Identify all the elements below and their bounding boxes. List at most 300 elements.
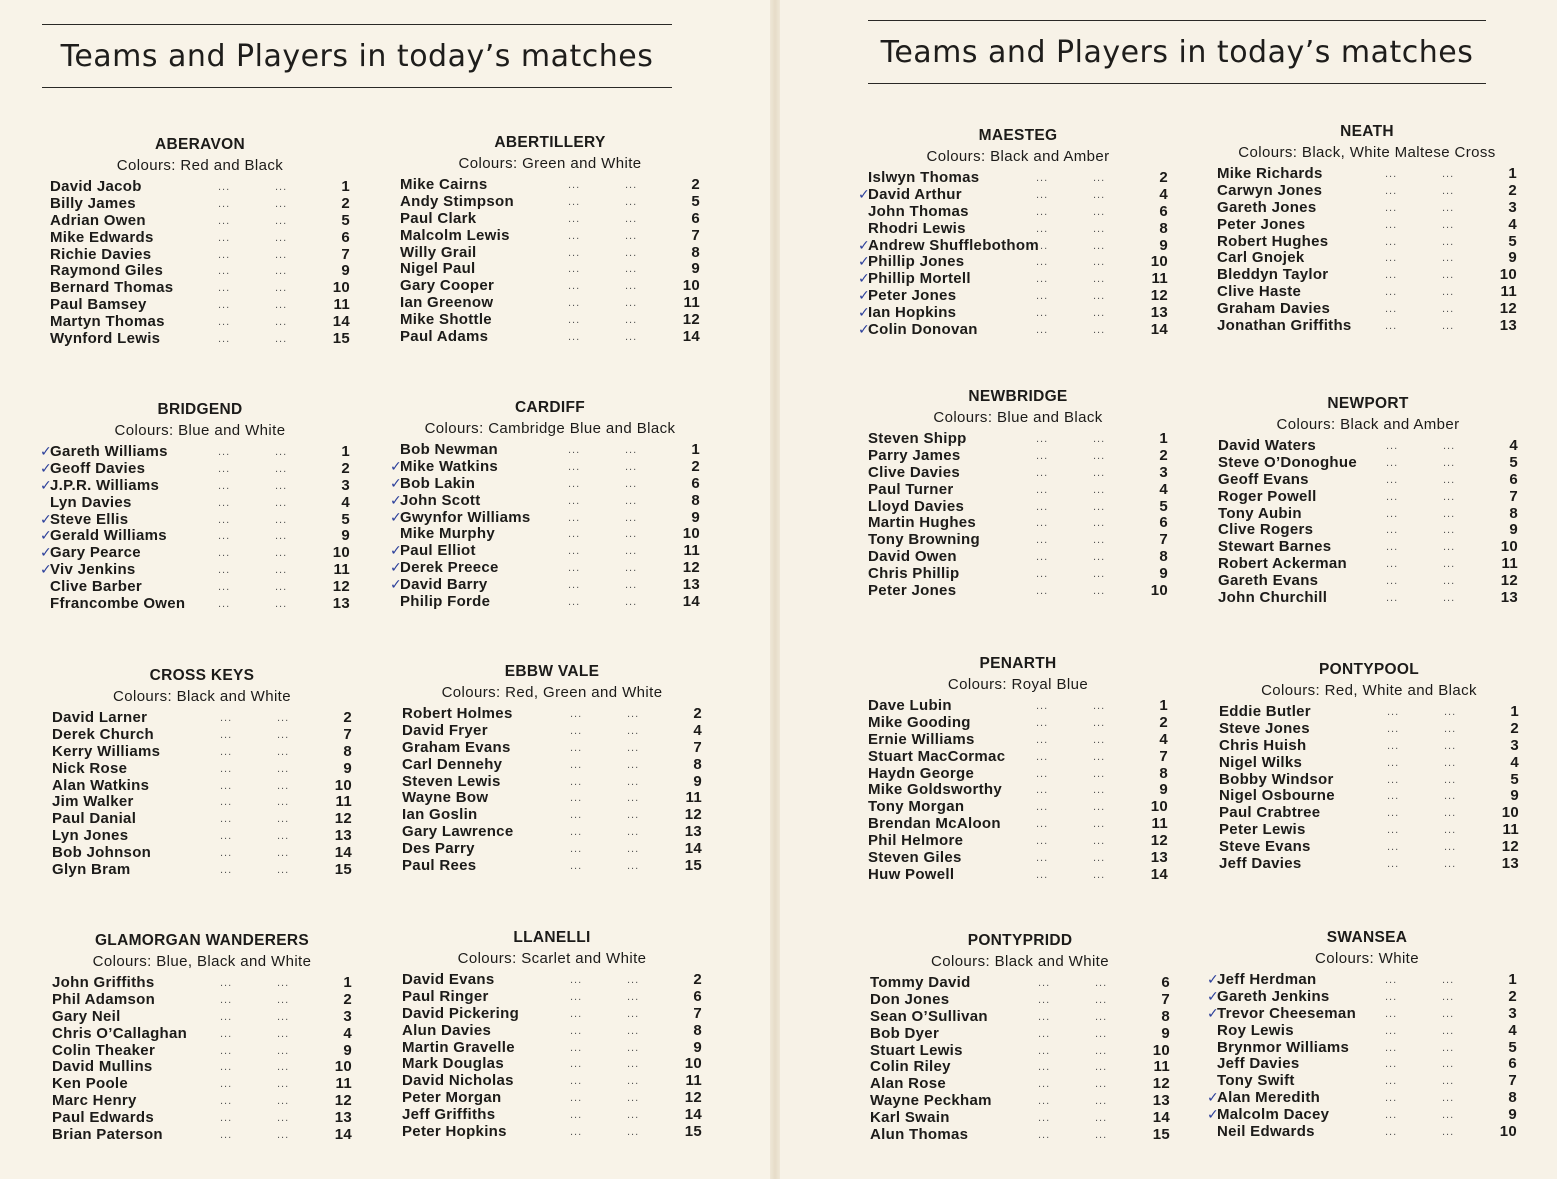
player-number: 7 bbox=[1161, 990, 1170, 1008]
player-number: 10 bbox=[332, 279, 350, 297]
player-number: 14 bbox=[1152, 1109, 1170, 1127]
player-name: Gareth Williams bbox=[50, 443, 168, 460]
leader-dots: ... bbox=[1036, 466, 1049, 479]
player-number: 12 bbox=[684, 806, 702, 824]
leader-dots: ... bbox=[220, 779, 233, 792]
leader-dots: ... bbox=[275, 462, 288, 475]
player-row bbox=[870, 1043, 1170, 1060]
player-number: 6 bbox=[1508, 1055, 1517, 1073]
player-name: Paul Rees bbox=[402, 857, 477, 875]
player-number: 10 bbox=[1150, 253, 1168, 271]
player-name: Bobby Windsor bbox=[1219, 770, 1334, 788]
player-row bbox=[868, 583, 1168, 600]
pen-tick-icon: ✓ bbox=[390, 458, 403, 475]
player-row bbox=[868, 170, 1168, 187]
player-name: Nick Rose bbox=[52, 759, 128, 777]
team-block bbox=[1207, 928, 1517, 1141]
leader-dots: ... bbox=[568, 195, 581, 208]
leader-dots: ... bbox=[1036, 716, 1049, 729]
pen-tick-icon: ✓ bbox=[40, 444, 53, 460]
player-row bbox=[868, 867, 1168, 884]
player-number: 11 bbox=[335, 1075, 352, 1093]
player-number: 8 bbox=[1161, 1007, 1170, 1025]
leader-dots: ... bbox=[1093, 433, 1106, 445]
player-row bbox=[1217, 1040, 1517, 1057]
player-number: 14 bbox=[684, 840, 702, 858]
player-name: Jeff Davies bbox=[1217, 1055, 1300, 1073]
leader-dots: ... bbox=[218, 513, 231, 526]
pen-tick-icon: ✓ bbox=[1207, 1107, 1220, 1124]
player-number: 9 bbox=[341, 262, 350, 280]
leader-dots: ... bbox=[277, 762, 290, 775]
leader-dots: ... bbox=[1095, 1112, 1108, 1125]
player-number: 14 bbox=[1150, 321, 1168, 339]
left-page bbox=[0, 0, 770, 1179]
leader-dots: ... bbox=[1442, 269, 1455, 282]
team-block bbox=[40, 400, 350, 613]
player-name: Steven Giles bbox=[868, 849, 962, 867]
leader-dots: ... bbox=[1093, 767, 1106, 780]
leader-dots: ... bbox=[1093, 205, 1106, 218]
player-name: Phil Helmore bbox=[868, 832, 964, 850]
leader-dots: ... bbox=[1387, 739, 1400, 752]
leader-dots: ... bbox=[277, 977, 290, 989]
leader-dots: ... bbox=[625, 280, 638, 293]
player-number: 2 bbox=[693, 705, 702, 722]
team-colours: Colours: Red, White and Black bbox=[1261, 682, 1477, 699]
team-block bbox=[1219, 660, 1519, 873]
player-number: 13 bbox=[332, 595, 350, 613]
pen-tick-icon: ✓ bbox=[858, 186, 871, 203]
team-name: MAESTEG bbox=[978, 127, 1058, 144]
leader-dots: ... bbox=[570, 1109, 583, 1122]
leader-dots: ... bbox=[625, 562, 638, 575]
player-row bbox=[52, 727, 352, 744]
leader-dots: ... bbox=[627, 741, 640, 754]
leader-dots: ... bbox=[1095, 993, 1108, 1006]
leader-dots: ... bbox=[218, 581, 231, 594]
team-block bbox=[1218, 394, 1518, 607]
player-row bbox=[402, 1056, 702, 1073]
leader-dots: ... bbox=[1038, 1010, 1051, 1023]
leader-dots: ... bbox=[1443, 490, 1456, 503]
player-row bbox=[868, 221, 1168, 238]
pen-tick-icon: ✓ bbox=[858, 288, 871, 305]
player-row bbox=[400, 329, 700, 346]
leader-dots: ... bbox=[1442, 286, 1455, 299]
leader-dots: ... bbox=[220, 993, 233, 1006]
leader-dots: ... bbox=[570, 1041, 583, 1054]
player-name: Jeff Griffiths bbox=[402, 1106, 496, 1124]
player-row bbox=[390, 508, 700, 527]
leader-dots: ... bbox=[1093, 500, 1106, 513]
player-number: 12 bbox=[682, 559, 700, 577]
player-name: Malcolm Lewis bbox=[400, 226, 510, 244]
leader-dots: ... bbox=[1442, 1126, 1455, 1139]
leader-dots: ... bbox=[627, 792, 640, 805]
player-number: 11 bbox=[685, 1072, 702, 1090]
player-row bbox=[400, 312, 700, 329]
leader-dots: ... bbox=[627, 1041, 640, 1054]
player-number: 2 bbox=[341, 459, 350, 477]
player-row bbox=[1218, 573, 1518, 590]
leader-dots: ... bbox=[1387, 807, 1400, 820]
player-name: Tommy David bbox=[870, 974, 971, 991]
leader-dots: ... bbox=[1036, 205, 1049, 218]
leader-dots: ... bbox=[1036, 868, 1049, 881]
player-name: David Pickering bbox=[402, 1004, 520, 1022]
leader-dots: ... bbox=[627, 1058, 640, 1071]
player-row bbox=[870, 1093, 1170, 1110]
player-number: 1 bbox=[343, 974, 352, 991]
player-name: John Griffiths bbox=[52, 974, 155, 991]
pen-tick-icon: ✓ bbox=[390, 543, 403, 560]
player-row bbox=[402, 1107, 702, 1124]
player-name: Gary Neil bbox=[52, 1007, 121, 1025]
player-name: Ernie Williams bbox=[868, 730, 975, 748]
player-row bbox=[1219, 738, 1519, 755]
player-row bbox=[52, 744, 352, 761]
leader-dots: ... bbox=[1385, 1041, 1398, 1054]
player-number: 12 bbox=[684, 1089, 702, 1107]
player-number: 8 bbox=[693, 755, 702, 773]
player-name: Bob Dyer bbox=[870, 1024, 940, 1042]
player-row bbox=[400, 211, 700, 228]
leader-dots: ... bbox=[275, 299, 288, 312]
player-row bbox=[1218, 506, 1518, 523]
leader-dots: ... bbox=[1093, 324, 1106, 337]
player-number: 13 bbox=[682, 576, 700, 594]
leader-dots: ... bbox=[1386, 456, 1399, 469]
player-number: 2 bbox=[1510, 719, 1519, 737]
player-row bbox=[868, 732, 1168, 749]
leader-dots: ... bbox=[1038, 977, 1051, 989]
player-name: Gary Cooper bbox=[400, 277, 495, 295]
leader-dots: ... bbox=[627, 809, 640, 822]
leader-dots: ... bbox=[1093, 534, 1106, 547]
player-number: 8 bbox=[691, 491, 700, 509]
player-number: 12 bbox=[1501, 838, 1519, 856]
player-name: Gary Lawrence bbox=[402, 823, 514, 841]
player-list bbox=[1218, 438, 1518, 607]
player-number: 1 bbox=[691, 441, 700, 458]
leader-dots: ... bbox=[275, 181, 288, 193]
leader-dots: ... bbox=[220, 1044, 233, 1057]
player-number: 9 bbox=[1508, 1106, 1517, 1124]
player-name: Bob Newman bbox=[400, 441, 499, 458]
team-block bbox=[1217, 122, 1517, 335]
player-number: 4 bbox=[693, 721, 702, 739]
player-name: Paul Bamsey bbox=[50, 296, 147, 314]
player-name: Derek Preece bbox=[400, 559, 499, 577]
player-name: Trevor Cheeseman bbox=[1217, 1004, 1357, 1022]
player-row bbox=[1219, 822, 1519, 839]
player-number: 10 bbox=[682, 525, 700, 543]
leader-dots: ... bbox=[625, 297, 638, 310]
player-number: 12 bbox=[334, 1092, 352, 1110]
player-number: 8 bbox=[691, 243, 700, 261]
team-name: BRIDGEND bbox=[157, 401, 243, 418]
leader-dots: ... bbox=[570, 758, 583, 771]
player-number: 3 bbox=[1508, 198, 1517, 216]
player-number: 1 bbox=[1510, 703, 1519, 720]
player-row bbox=[402, 1090, 702, 1107]
player-row bbox=[52, 862, 352, 879]
player-name: Robert Ackerman bbox=[1218, 555, 1347, 573]
player-number: 11 bbox=[1500, 283, 1517, 301]
player-row bbox=[1219, 839, 1519, 856]
player-row bbox=[1217, 217, 1517, 234]
player-row bbox=[400, 295, 700, 312]
leader-dots: ... bbox=[1386, 440, 1399, 452]
leader-dots: ... bbox=[570, 708, 583, 720]
player-row bbox=[1217, 267, 1517, 284]
player-row bbox=[52, 811, 352, 828]
player-row bbox=[868, 448, 1168, 465]
player-name: Chris O’Callaghan bbox=[52, 1024, 188, 1042]
leader-dots: ... bbox=[218, 479, 231, 492]
leader-dots: ... bbox=[1385, 201, 1398, 214]
leader-dots: ... bbox=[570, 1092, 583, 1105]
player-number: 7 bbox=[691, 226, 700, 244]
leader-dots: ... bbox=[1385, 1126, 1398, 1139]
player-name: Sean O’Sullivan bbox=[870, 1007, 988, 1025]
player-number: 3 bbox=[1510, 736, 1519, 754]
leader-dots: ... bbox=[277, 993, 290, 1006]
player-name: David Arthur bbox=[868, 185, 962, 203]
player-number: 3 bbox=[1159, 463, 1168, 481]
leader-dots: ... bbox=[1038, 1078, 1051, 1091]
leader-dots: ... bbox=[1038, 1129, 1051, 1142]
leader-dots: ... bbox=[570, 990, 583, 1003]
player-row bbox=[1217, 318, 1517, 335]
player-number: 1 bbox=[1159, 697, 1168, 714]
player-name: Paul Elliot bbox=[400, 542, 476, 560]
player-number: 10 bbox=[1499, 266, 1517, 284]
player-number: 4 bbox=[1509, 437, 1518, 454]
player-name: Peter Lewis bbox=[1219, 821, 1306, 839]
player-list bbox=[868, 698, 1168, 884]
player-number: 1 bbox=[341, 178, 350, 195]
leader-dots: ... bbox=[218, 446, 231, 458]
leader-dots: ... bbox=[275, 513, 288, 526]
player-number: 11 bbox=[683, 542, 700, 560]
player-name: Mike Gooding bbox=[868, 713, 971, 731]
pen-tick-icon: ✓ bbox=[858, 271, 871, 288]
player-number: 13 bbox=[1152, 1092, 1170, 1110]
player-name: Peter Morgan bbox=[402, 1089, 502, 1107]
leader-dots: ... bbox=[1442, 1092, 1455, 1105]
leader-dots: ... bbox=[1095, 1061, 1108, 1074]
player-name: Nigel Wilks bbox=[1219, 753, 1303, 771]
player-row bbox=[50, 297, 350, 314]
player-name: Wayne Peckham bbox=[870, 1092, 992, 1110]
leader-dots: ... bbox=[220, 1010, 233, 1023]
player-number: 3 bbox=[343, 1007, 352, 1025]
leader-dots: ... bbox=[570, 974, 583, 986]
player-row bbox=[402, 972, 702, 989]
player-row bbox=[52, 1009, 352, 1026]
player-number: 14 bbox=[334, 844, 352, 862]
leader-dots: ... bbox=[1095, 1044, 1108, 1057]
player-name: Raymond Giles bbox=[50, 262, 164, 280]
player-number: 6 bbox=[691, 474, 700, 492]
player-name: Andy Stimpson bbox=[400, 192, 514, 210]
player-row bbox=[870, 1110, 1170, 1127]
player-name: Gerald Williams bbox=[50, 527, 167, 545]
leader-dots: ... bbox=[1036, 324, 1049, 337]
leader-dots: ... bbox=[218, 564, 231, 577]
player-number: 12 bbox=[682, 311, 700, 329]
player-name: David Owen bbox=[868, 548, 957, 566]
leader-dots: ... bbox=[218, 299, 231, 312]
pen-tick-icon: ✓ bbox=[1207, 1005, 1220, 1022]
leader-dots: ... bbox=[1385, 269, 1398, 282]
leader-dots: ... bbox=[1038, 1112, 1051, 1125]
leader-dots: ... bbox=[218, 333, 231, 346]
team-block bbox=[390, 398, 700, 611]
player-list bbox=[390, 441, 700, 611]
player-row bbox=[870, 1009, 1170, 1026]
player-row bbox=[1217, 1023, 1517, 1040]
player-row bbox=[1217, 250, 1517, 267]
player-number: 12 bbox=[1150, 287, 1168, 305]
player-row bbox=[402, 790, 702, 807]
leader-dots: ... bbox=[1385, 320, 1398, 333]
leader-dots: ... bbox=[570, 843, 583, 856]
leader-dots: ... bbox=[1385, 974, 1398, 986]
player-name: Mike Watkins bbox=[400, 457, 499, 475]
player-name: Alan Watkins bbox=[52, 776, 150, 794]
leader-dots: ... bbox=[1443, 456, 1456, 469]
team-name: ABERAVON bbox=[155, 136, 245, 153]
leader-dots: ... bbox=[625, 477, 638, 490]
player-number: 11 bbox=[1151, 270, 1168, 288]
player-number: 9 bbox=[343, 1041, 352, 1059]
player-number: 1 bbox=[1508, 165, 1517, 182]
leader-dots: ... bbox=[277, 1027, 290, 1040]
player-number: 8 bbox=[343, 742, 352, 760]
leader-dots: ... bbox=[1036, 500, 1049, 513]
player-name: Tony Swift bbox=[1217, 1072, 1295, 1090]
leader-dots: ... bbox=[1442, 201, 1455, 214]
player-row bbox=[402, 740, 702, 757]
pen-tick-icon: ✓ bbox=[858, 322, 871, 339]
player-row bbox=[402, 1006, 702, 1023]
player-row bbox=[870, 1076, 1170, 1093]
leader-dots: ... bbox=[275, 581, 288, 594]
leader-dots: ... bbox=[1385, 1007, 1398, 1020]
leader-dots: ... bbox=[1093, 466, 1106, 479]
player-row bbox=[1218, 522, 1518, 539]
pen-tick-icon: ✓ bbox=[40, 460, 53, 477]
player-row bbox=[402, 841, 702, 858]
player-row bbox=[400, 177, 700, 194]
player-name: Mike Richards bbox=[1217, 165, 1323, 182]
player-row bbox=[390, 576, 700, 594]
player-number: 11 bbox=[683, 294, 700, 312]
player-name: Peter Hopkins bbox=[402, 1123, 507, 1141]
player-name: Don Jones bbox=[870, 990, 950, 1008]
leader-dots: ... bbox=[568, 331, 581, 344]
leader-dots: ... bbox=[1385, 1024, 1398, 1037]
player-name: Willy Grail bbox=[400, 243, 477, 261]
player-number: 11 bbox=[335, 793, 352, 811]
player-name: Mike Cairns bbox=[400, 176, 488, 193]
player-number: 7 bbox=[1508, 1072, 1517, 1090]
leader-dots: ... bbox=[1387, 790, 1400, 803]
player-row bbox=[52, 794, 352, 811]
leader-dots: ... bbox=[277, 1129, 290, 1142]
player-name: Alun Thomas bbox=[870, 1126, 969, 1144]
player-name: Alan Meredith bbox=[1217, 1089, 1321, 1107]
leader-dots: ... bbox=[1385, 235, 1398, 248]
leader-dots: ... bbox=[1036, 835, 1049, 848]
pen-tick-icon: ✓ bbox=[40, 545, 53, 562]
leader-dots: ... bbox=[1386, 524, 1399, 537]
player-row bbox=[858, 304, 1168, 322]
player-number: 3 bbox=[1508, 1004, 1517, 1022]
player-name: Steven Lewis bbox=[402, 772, 501, 790]
leader-dots: ... bbox=[1036, 700, 1049, 712]
leader-dots: ... bbox=[218, 316, 231, 329]
player-number: 11 bbox=[1151, 815, 1168, 833]
player-name: Richie Davies bbox=[50, 245, 152, 263]
team-block bbox=[868, 654, 1168, 884]
player-name: David Waters bbox=[1218, 437, 1317, 454]
team-name: EBBW VALE bbox=[504, 663, 600, 680]
player-row bbox=[1207, 1089, 1517, 1107]
leader-dots: ... bbox=[277, 1010, 290, 1023]
leader-dots: ... bbox=[568, 280, 581, 293]
player-row bbox=[50, 331, 350, 348]
player-number: 10 bbox=[1150, 798, 1168, 816]
leader-dots: ... bbox=[1093, 449, 1106, 462]
player-number: 10 bbox=[1500, 538, 1518, 556]
player-number: 6 bbox=[1159, 202, 1168, 220]
leader-dots: ... bbox=[220, 1078, 233, 1091]
leader-dots: ... bbox=[1442, 184, 1455, 197]
leader-dots: ... bbox=[1387, 706, 1400, 718]
player-list bbox=[1207, 971, 1517, 1141]
player-name: Graham Evans bbox=[402, 738, 511, 756]
leader-dots: ... bbox=[220, 1095, 233, 1108]
page-header bbox=[868, 20, 1486, 84]
leader-dots: ... bbox=[1093, 172, 1106, 184]
leader-dots: ... bbox=[1036, 585, 1049, 598]
player-number: 9 bbox=[1159, 565, 1168, 583]
player-name: Phillip Jones bbox=[868, 253, 965, 271]
player-row bbox=[40, 561, 350, 579]
leader-dots: ... bbox=[1386, 473, 1399, 486]
player-list bbox=[400, 177, 700, 346]
player-number: 9 bbox=[1159, 781, 1168, 799]
leader-dots: ... bbox=[1093, 517, 1106, 530]
leader-dots: ... bbox=[277, 847, 290, 860]
player-name: Paul Ringer bbox=[402, 987, 489, 1005]
player-name: Chris Huish bbox=[1219, 736, 1307, 754]
team-name: PONTYPRIDD bbox=[967, 932, 1073, 949]
leader-dots: ... bbox=[275, 530, 288, 543]
player-row bbox=[1217, 301, 1517, 318]
player-number: 5 bbox=[1510, 770, 1519, 788]
leader-dots: ... bbox=[1093, 307, 1106, 320]
player-row bbox=[402, 858, 702, 875]
player-name: Karl Swain bbox=[870, 1109, 950, 1127]
player-list bbox=[870, 975, 1170, 1144]
player-name: Roy Lewis bbox=[1217, 1021, 1294, 1039]
leader-dots: ... bbox=[1442, 168, 1455, 180]
